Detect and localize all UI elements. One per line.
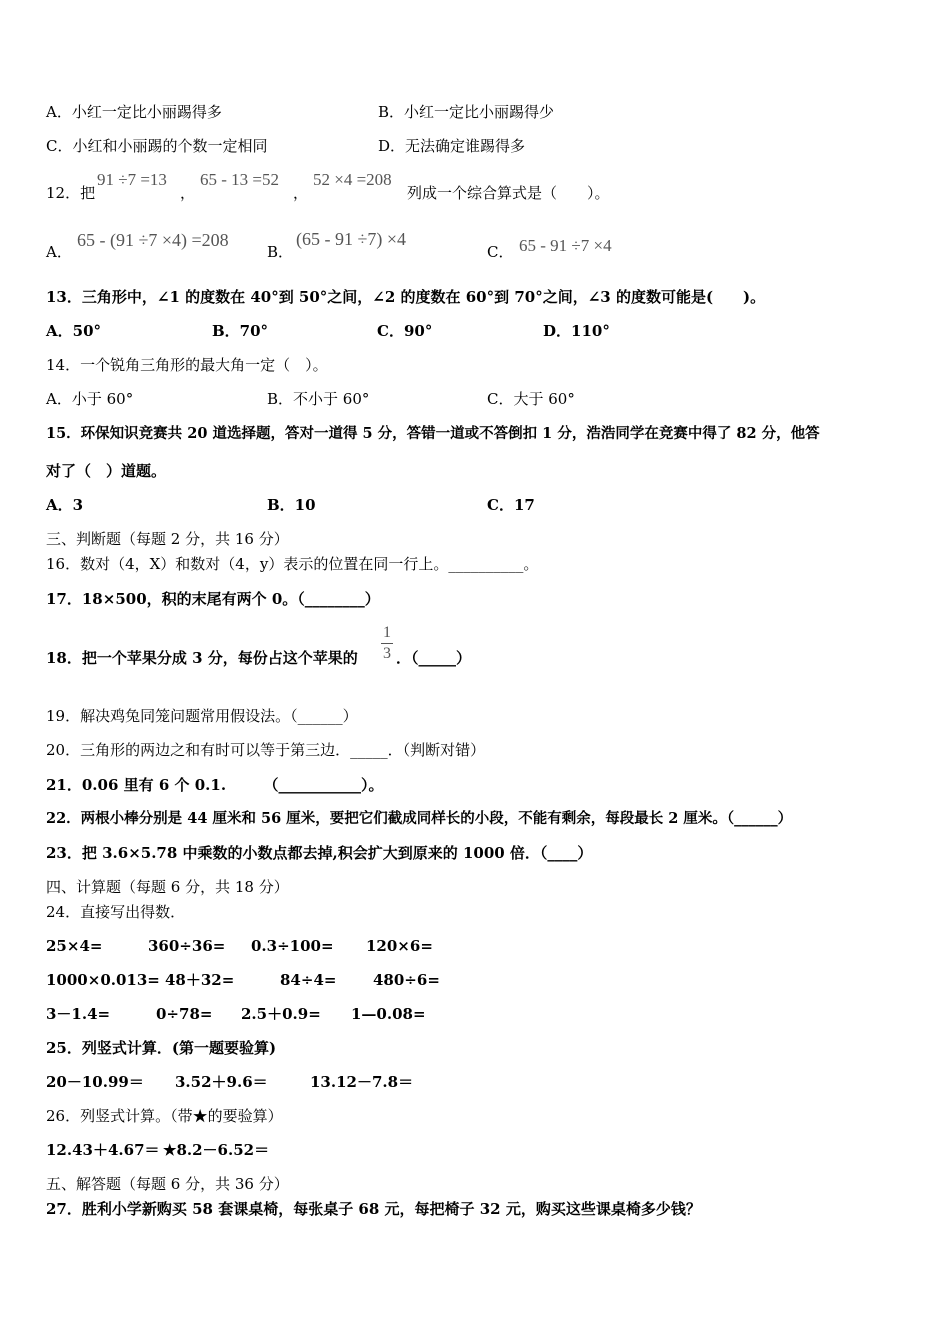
q15-option-c: C．17	[487, 496, 535, 514]
q24-r1-c3: 0.3÷100=	[251, 937, 334, 955]
q14-option-c: C．大于 60°	[487, 390, 575, 408]
q14-option-b: B．不小于 60°	[267, 390, 370, 408]
q18-fraction	[381, 624, 393, 663]
q24-r3-c4: 1—0.08=	[351, 1005, 426, 1023]
q15-option-a: A．3	[46, 496, 84, 514]
section-4-heading: 四、计算题（每题 6 分，共 18 分）	[46, 878, 289, 896]
q15-line-1: 15．环保知识竞赛共 20 道选择题，答对一道得 5 分，答错一道或不答倒扣 1 分，浩浩同学在竞赛中得了 82 分，他答	[46, 425, 820, 442]
q11-option-b: B．小红一定比小丽踢得少	[378, 103, 555, 121]
q12-option-c-formula: 65 - 91 ÷7 ×4	[519, 236, 612, 255]
q12-sep-1: ，	[180, 184, 196, 202]
q26-title: 26．列竖式计算。（带★的要验算）	[46, 1107, 283, 1125]
q24-r2-c3: 84÷4=	[280, 971, 337, 989]
q13-option-a: A．50°	[46, 322, 102, 340]
q11-option-c: C．小红和小丽踢的个数一定相同	[46, 137, 268, 155]
q22-text: 22．两根小棒分别是 44 厘米和 56 厘米，要把它们截成同样长的小段，不能有剩余，每段最长 2 厘米。（______）	[46, 810, 793, 827]
q23-text: 23．把 3.6×5.78 中乘数的小数点都去掉,积会扩大到原来的 1000 倍．（____）	[46, 844, 593, 862]
q12-formula-2: 65 - 13 =52	[200, 170, 279, 189]
q17-text: 17．18×500，积的末尾有两个 0。（________）	[46, 590, 380, 608]
q12-prefix: 12．把	[46, 184, 96, 202]
q13-text: 13．三角形中，∠1 的度数在 40°到 50°之间，∠2 的度数在 60°到 70°之间，∠3 的度数可能是( )。	[46, 288, 766, 306]
q12-suffix: 列成一个综合算式是（ ）。	[407, 184, 610, 202]
q12-sep-2: ，	[293, 184, 309, 202]
q14-option-a: A．小于 60°	[46, 390, 134, 408]
q27-text: 27．胜利小学新购买 58 套课桌椅，每张桌子 68 元，每把椅子 32 元，购买这些课桌椅多少钱？	[46, 1200, 701, 1218]
q13-option-c: C．90°	[377, 322, 433, 340]
q25-item-3: 13.12－7.8＝	[310, 1073, 414, 1091]
q18-fraction-numerator: 1	[383, 624, 391, 641]
q24-r2-c4: 480÷6=	[373, 971, 440, 989]
q13-option-d: D．110°	[543, 322, 610, 340]
q11-option-a: A．小红一定比小丽踢得多	[46, 103, 222, 121]
q26-item-1: 12.43＋4.67＝	[46, 1141, 160, 1159]
q16-text: 16．数对（4，X）和数对（4，y）表示的位置在同一行上。__________。	[46, 555, 539, 573]
q24-r2-c1: 1000×0.013=	[46, 971, 160, 989]
q25-item-2: 3.52＋9.6＝	[175, 1073, 268, 1091]
q24-title: 24．直接写出得数．	[46, 903, 186, 921]
q24-r3-c3: 2.5＋0.9=	[241, 1005, 321, 1023]
q20-text: 20．三角形的两边之和有时可以等于第三边．_____．（判断对错）	[46, 741, 486, 759]
q15-line-2: 对了（ ）道题。	[46, 462, 167, 480]
q12-option-c-label: C．	[487, 243, 514, 261]
q24-r1-c2: 360÷36=	[148, 937, 226, 955]
q24-r1-c1: 25×4=	[46, 937, 103, 955]
q12-formula-3: 52 ×4 =208	[313, 170, 392, 189]
q14-text: 14．一个锐角三角形的最大角一定（ ）。	[46, 356, 328, 374]
q24-r2-c2: 48＋32=	[165, 971, 235, 989]
q12-option-b-label: B．	[267, 243, 294, 261]
q12-option-b-formula: (65 - 91 ÷7) ×4	[296, 229, 407, 249]
q18-fraction-denominator: 3	[383, 645, 391, 662]
q12-option-a-formula: 65 - (91 ÷7 ×4) =208	[77, 230, 229, 250]
q12-option-a-label: A．	[46, 243, 72, 261]
fraction-bar	[381, 643, 393, 644]
q26-item-2: ★8.2－6.52＝	[163, 1141, 270, 1159]
q24-r3-c1: 3－1.4=	[46, 1005, 111, 1023]
q21-text: 21．0.06 里有 6 个 0.1. （___________）。	[46, 776, 384, 794]
section-5-heading: 五、解答题（每题 6 分，共 36 分）	[46, 1175, 289, 1193]
q18-suffix: ．（_____）	[396, 649, 472, 667]
q11-option-d: D．无法确定谁踢得多	[378, 137, 526, 155]
q12-formula-1: 91 ÷7 =13	[97, 170, 167, 189]
q18-prefix: 18．把一个苹果分成 3 分，每份占这个苹果的	[46, 649, 358, 667]
q19-text: 19．解决鸡兔同笼问题常用假设法。（______）	[46, 707, 358, 725]
q24-r1-c4: 120×6=	[366, 937, 433, 955]
q13-option-b: B．70°	[212, 322, 269, 340]
q24-r3-c2: 0÷78=	[156, 1005, 213, 1023]
q15-option-b: B．10	[267, 496, 316, 514]
section-3-heading: 三、判断题（每题 2 分，共 16 分）	[46, 530, 289, 548]
q25-item-1: 20－10.99＝	[46, 1073, 144, 1091]
q25-title: 25．列竖式计算．(第一题要验算)	[46, 1039, 277, 1057]
